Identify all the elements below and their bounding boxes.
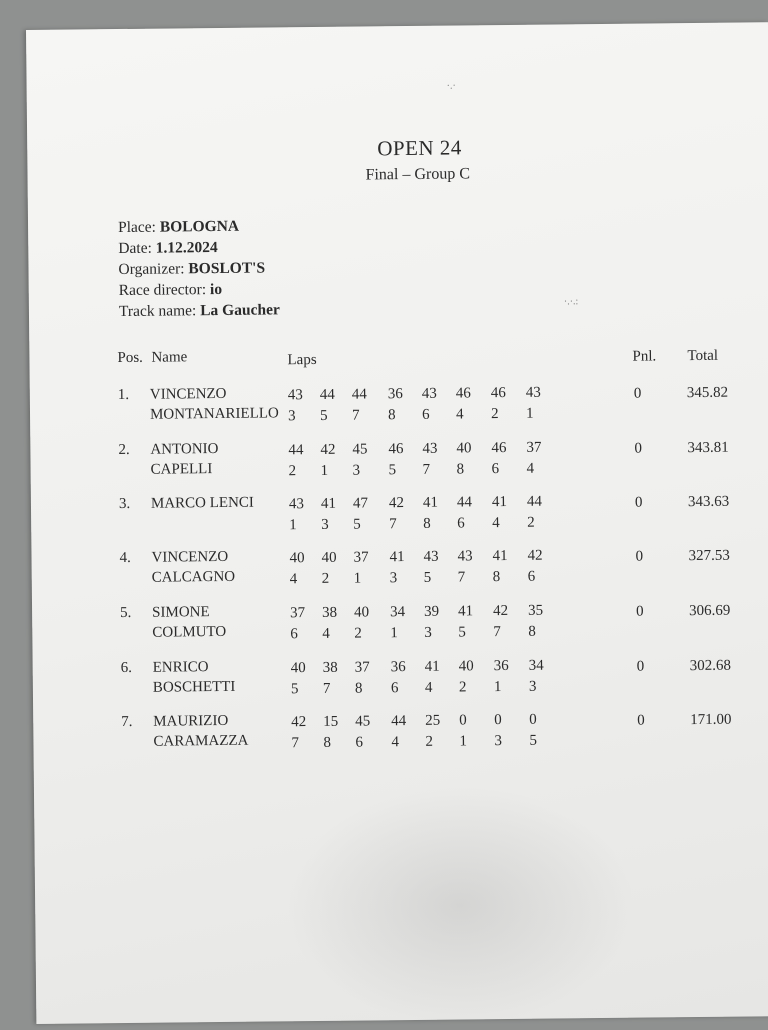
lap-count: 36	[387, 386, 403, 403]
lane-number: 1	[353, 570, 362, 587]
total-cell: 171.00	[690, 711, 732, 729]
lane-number: 6	[290, 626, 298, 643]
name-first-line: ENRICO	[152, 659, 209, 676]
lap-count: 37	[526, 439, 542, 456]
total-cell: 343.63	[687, 493, 730, 511]
table-row	[32, 598, 768, 658]
name-first-line: VINCENZO	[149, 385, 227, 403]
lap-count: 0	[529, 711, 537, 728]
lane-number: 6	[355, 734, 364, 751]
lane-number: 4	[455, 406, 464, 423]
place-label: Place:	[117, 218, 157, 237]
lap-count: 45	[352, 441, 368, 458]
name-second-line: MONTANARIELLO	[149, 405, 279, 423]
column-header-laps: Laps	[287, 351, 317, 369]
lap-count: 34	[390, 604, 406, 621]
penalty-cell: 0	[636, 603, 644, 620]
penalty-cell: 0	[635, 548, 644, 565]
lap-count: 42	[527, 547, 543, 564]
position-cell: 1.	[117, 386, 130, 404]
lap-count: 37	[290, 605, 306, 622]
date-value: 1.12.2024	[155, 239, 218, 257]
total-cell: 345.82	[686, 384, 729, 402]
lane-number: 1	[525, 405, 534, 422]
lane-number: 2	[458, 679, 467, 696]
lap-count: 43	[422, 440, 438, 457]
lap-count: 41	[422, 494, 439, 511]
lap-count: 41	[424, 658, 440, 675]
penalty-cell: 0	[636, 658, 645, 675]
total-cell: 306.69	[689, 602, 731, 620]
column-header-pnl: Pnl.	[632, 348, 657, 365]
lane-number: 5	[529, 732, 538, 749]
lane-number: 3	[321, 516, 329, 533]
place-value: BOLOGNA	[159, 217, 240, 236]
organizer-label: Organizer:	[118, 260, 185, 279]
penalty-cell: 0	[634, 494, 643, 511]
page-subtitle: Final – Group C	[365, 165, 471, 184]
position-cell: 4.	[119, 549, 131, 567]
lane-number: 1	[493, 679, 502, 696]
organizer-value: BOSLOT'S	[188, 259, 266, 278]
lane-number: 1	[390, 625, 398, 642]
name-first-line: ANTONIO	[150, 441, 219, 458]
lap-count: 40	[289, 550, 305, 567]
lap-count: 46	[490, 384, 506, 402]
lane-number: 6	[457, 515, 465, 532]
lap-count: 46	[455, 385, 471, 402]
lap-count: 41	[492, 547, 508, 565]
lane-number: 5	[353, 516, 361, 533]
race-director-label: Race director:	[118, 281, 207, 300]
total-cell: 343.81	[687, 439, 729, 457]
lane-number: 8	[492, 569, 501, 586]
position-cell: 6.	[120, 659, 133, 677]
shadow-area	[284, 784, 636, 1028]
lane-number: 3	[389, 570, 398, 587]
position-cell: 7.	[121, 713, 133, 731]
table-row	[33, 707, 768, 767]
organizer-line	[118, 257, 279, 280]
column-header-name: Name	[151, 349, 188, 366]
race-director-value: io	[209, 280, 223, 299]
lane-number: 1	[459, 733, 468, 750]
lane-number: 2	[354, 625, 362, 642]
penalty-cell: 0	[637, 712, 645, 729]
lane-number: 8	[354, 680, 363, 697]
event-info	[118, 215, 280, 322]
name-first-line: SIMONE	[152, 604, 210, 621]
lap-count: 46	[388, 441, 404, 458]
lane-number: 4	[492, 515, 500, 532]
name-second-line: CAPELLI	[150, 461, 213, 478]
lap-count: 37	[353, 549, 369, 566]
lane-number: 7	[389, 516, 397, 533]
lap-count: 47	[352, 495, 369, 512]
lane-number: 7	[422, 461, 431, 478]
paper-speck: ·.·.:	[563, 296, 579, 308]
page-title: OPEN 24	[377, 135, 462, 161]
lap-count: 41	[491, 493, 508, 511]
lane-number: 5	[388, 462, 397, 479]
lap-count: 35	[528, 602, 544, 619]
place-line	[118, 215, 279, 238]
lane-number: 3	[528, 678, 537, 695]
lap-count: 44	[526, 493, 543, 510]
lap-count: 44	[288, 442, 304, 459]
lap-count: 36	[493, 657, 509, 675]
penalty-cell: 0	[633, 385, 642, 402]
lap-count: 42	[291, 714, 307, 731]
lap-count: 25	[425, 712, 441, 729]
lap-count: 39	[424, 603, 440, 620]
lap-count: 40	[321, 549, 337, 566]
lane-number: 7	[291, 735, 300, 752]
total-cell: 302.68	[689, 657, 732, 675]
lap-count: 43	[287, 387, 303, 404]
lane-number: 7	[322, 680, 331, 697]
lane-number: 6	[527, 568, 536, 585]
lane-number: 1	[289, 517, 297, 534]
lap-count: 41	[458, 603, 474, 620]
position-cell: 5.	[120, 604, 132, 622]
lap-count: 43	[423, 548, 439, 565]
lane-number: 8	[528, 623, 536, 640]
lap-count: 37	[354, 659, 370, 676]
penalty-cell: 0	[634, 440, 643, 457]
lane-number: 4	[424, 679, 433, 696]
lane-number: 6	[491, 461, 500, 478]
lane-number: 4	[391, 734, 400, 751]
lane-number: 6	[421, 406, 430, 423]
lane-number: 8	[423, 515, 431, 532]
table-row	[31, 543, 768, 603]
lane-number: 6	[390, 680, 399, 697]
lane-number: 2	[321, 570, 330, 587]
lane-number: 3	[494, 733, 503, 750]
race-director-line	[119, 278, 280, 301]
lap-count: 36	[390, 659, 406, 676]
name-second-line: CALCAGNO	[151, 568, 236, 586]
lane-number: 2	[425, 733, 434, 750]
name-second-line: COLMUTO	[152, 623, 227, 641]
lap-count: 40	[354, 604, 370, 621]
lap-count: 44	[319, 386, 335, 403]
lane-number: 2	[288, 463, 297, 480]
lap-count: 42	[493, 602, 509, 620]
track-line	[119, 299, 280, 322]
lap-count: 38	[322, 604, 338, 621]
lap-count: 43	[421, 385, 437, 402]
date-label: Date:	[118, 239, 152, 258]
lane-number: 4	[289, 571, 298, 588]
lap-count: 44	[456, 494, 473, 511]
lap-count: 43	[525, 384, 541, 401]
lap-count: 40	[290, 660, 306, 677]
name-first-line: MARCO LENCI	[150, 494, 254, 512]
lap-count: 44	[351, 386, 367, 403]
name-second-line: CARAMAZZA	[153, 732, 249, 750]
column-header-pos: Pos.	[117, 349, 143, 367]
lane-number: 2	[527, 514, 535, 531]
table-row	[31, 489, 768, 549]
lap-count: 45	[355, 713, 371, 730]
lap-count: 34	[528, 657, 544, 674]
lap-count: 42	[320, 441, 336, 458]
lane-number: 5	[319, 407, 328, 424]
track-label: Track name:	[118, 302, 197, 321]
name-first-line: MAURIZIO	[153, 712, 229, 730]
lap-count: 41	[389, 549, 405, 566]
lap-count: 0	[494, 712, 502, 729]
lap-count: 44	[391, 713, 407, 730]
lane-number: 3	[352, 462, 361, 479]
lane-number: 4	[322, 625, 330, 642]
lap-count: 40	[458, 658, 474, 675]
lane-number: 5	[290, 681, 299, 698]
lane-number: 3	[287, 408, 296, 425]
lap-count: 15	[323, 713, 339, 730]
column-header-total: Total	[687, 347, 719, 365]
results-sheet	[26, 22, 768, 1024]
lap-count: 43	[288, 496, 305, 513]
table-row	[30, 380, 768, 440]
lap-count: 42	[388, 495, 405, 512]
table-row	[33, 653, 768, 713]
lane-number: 7	[457, 569, 466, 586]
lane-number: 5	[423, 569, 432, 586]
paper-speck: ·.·	[446, 80, 456, 92]
lane-number: 1	[320, 462, 329, 479]
total-cell: 327.53	[688, 547, 730, 565]
lane-number: 2	[490, 406, 499, 423]
lane-number: 8	[387, 407, 396, 424]
lap-count: 46	[491, 439, 507, 457]
lane-number: 8	[323, 734, 332, 751]
table-row	[30, 435, 768, 495]
lane-number: 4	[526, 460, 535, 477]
name-first-line: VINCENZO	[151, 548, 229, 566]
lane-number: 3	[424, 624, 432, 641]
lap-count: 38	[322, 659, 338, 676]
position-cell: 3.	[118, 495, 131, 513]
lane-number: 5	[458, 624, 466, 641]
lap-count: 40	[456, 440, 472, 457]
name-second-line: BOSCHETTI	[152, 678, 236, 696]
date-line	[118, 236, 279, 259]
lane-number: 7	[493, 624, 501, 641]
track-value: La Gaucher	[200, 301, 280, 320]
lap-count: 0	[459, 712, 467, 729]
lap-count: 41	[320, 495, 337, 512]
lane-number: 7	[351, 407, 360, 424]
position-cell: 2.	[118, 441, 130, 459]
lane-number: 8	[456, 461, 465, 478]
lap-count: 43	[457, 548, 473, 565]
